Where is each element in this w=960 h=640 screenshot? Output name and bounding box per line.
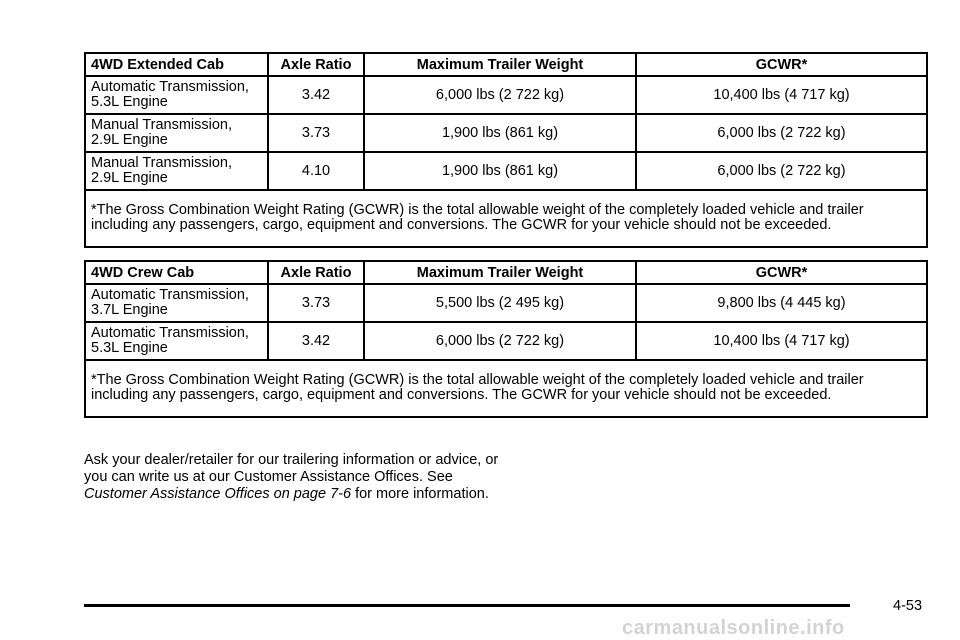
header-gcwr: GCWR* [636, 261, 927, 284]
table-row [85, 76, 927, 114]
table-row [85, 114, 927, 152]
cross-reference-link[interactable]: Customer Assistance Offices on page 7-6 [84, 485, 352, 502]
trailer-weight-cell: 1,900 lbs (861 kg) [364, 152, 636, 190]
footnote-row [85, 360, 927, 417]
configuration-cell: Automatic Transmission, 3.7L Engine [85, 284, 268, 322]
table-header-row [85, 53, 927, 76]
extended-cab-table [84, 52, 928, 248]
configuration-cell: Automatic Transmission, 5.3L Engine [85, 76, 268, 114]
gcwr-cell: 6,000 lbs (2 722 kg) [636, 152, 927, 190]
table-header-row [85, 261, 927, 284]
trailer-weight-cell: 5,500 lbs (2 495 kg) [364, 284, 636, 322]
trailer-weight-cell: 6,000 lbs (2 722 kg) [364, 322, 636, 360]
header-gcwr: GCWR* [636, 53, 927, 76]
paragraph-text: Ask your dealer/retailer for our trailering information or advice, or you can write us at our Customer Assistance Offices. See [84, 451, 499, 485]
gcwr-cell: 9,800 lbs (4 445 kg) [636, 284, 927, 322]
axle-ratio-cell: 3.42 [268, 322, 364, 360]
header-max-trailer-weight: Maximum Trailer Weight [364, 53, 636, 76]
trailer-weight-cell: 1,900 lbs (861 kg) [364, 114, 636, 152]
watermark: carmanualsonline.info [622, 617, 845, 639]
axle-ratio-cell: 3.42 [268, 76, 364, 114]
table-row [85, 152, 927, 190]
footnote-row [85, 190, 927, 247]
gcwr-footnote: *The Gross Combination Weight Rating (GCWR) is the total allowable weight of the completely loaded vehicle and trailer including any passengers, cargo, equipment and conversions. The GCWR for your vehicle should not be exceeded. [85, 360, 927, 417]
axle-ratio-cell: 3.73 [268, 114, 364, 152]
header-cab-type: 4WD Extended Cab [85, 53, 268, 76]
gcwr-footnote: *The Gross Combination Weight Rating (GCWR) is the total allowable weight of the completely loaded vehicle and trailer including any passengers, cargo, equipment and conversions. The GCWR for your vehicle should not be exceeded. [85, 190, 927, 247]
header-axle-ratio: Axle Ratio [268, 261, 364, 284]
configuration-cell: Automatic Transmission, 5.3L Engine [85, 322, 268, 360]
gcwr-cell: 10,400 lbs (4 717 kg) [636, 76, 927, 114]
configuration-cell: Manual Transmission, 2.9L Engine [85, 114, 268, 152]
paragraph-text: for more information. [351, 485, 489, 502]
axle-ratio-cell: 3.73 [268, 284, 364, 322]
header-axle-ratio: Axle Ratio [268, 53, 364, 76]
header-max-trailer-weight: Maximum Trailer Weight [364, 261, 636, 284]
page-number: 4-53 [893, 598, 923, 614]
crew-cab-table [84, 260, 928, 418]
gcwr-cell: 10,400 lbs (4 717 kg) [636, 322, 927, 360]
axle-ratio-cell: 4.10 [268, 152, 364, 190]
table-row [85, 284, 927, 322]
gcwr-cell: 6,000 lbs (2 722 kg) [636, 114, 927, 152]
trailering-info-paragraph [84, 452, 514, 503]
configuration-cell: Manual Transmission, 2.9L Engine [85, 152, 268, 190]
trailer-weight-cell: 6,000 lbs (2 722 kg) [364, 76, 636, 114]
table-row [85, 322, 927, 360]
header-cab-type: 4WD Crew Cab [85, 261, 268, 284]
footer-rule [84, 604, 850, 607]
